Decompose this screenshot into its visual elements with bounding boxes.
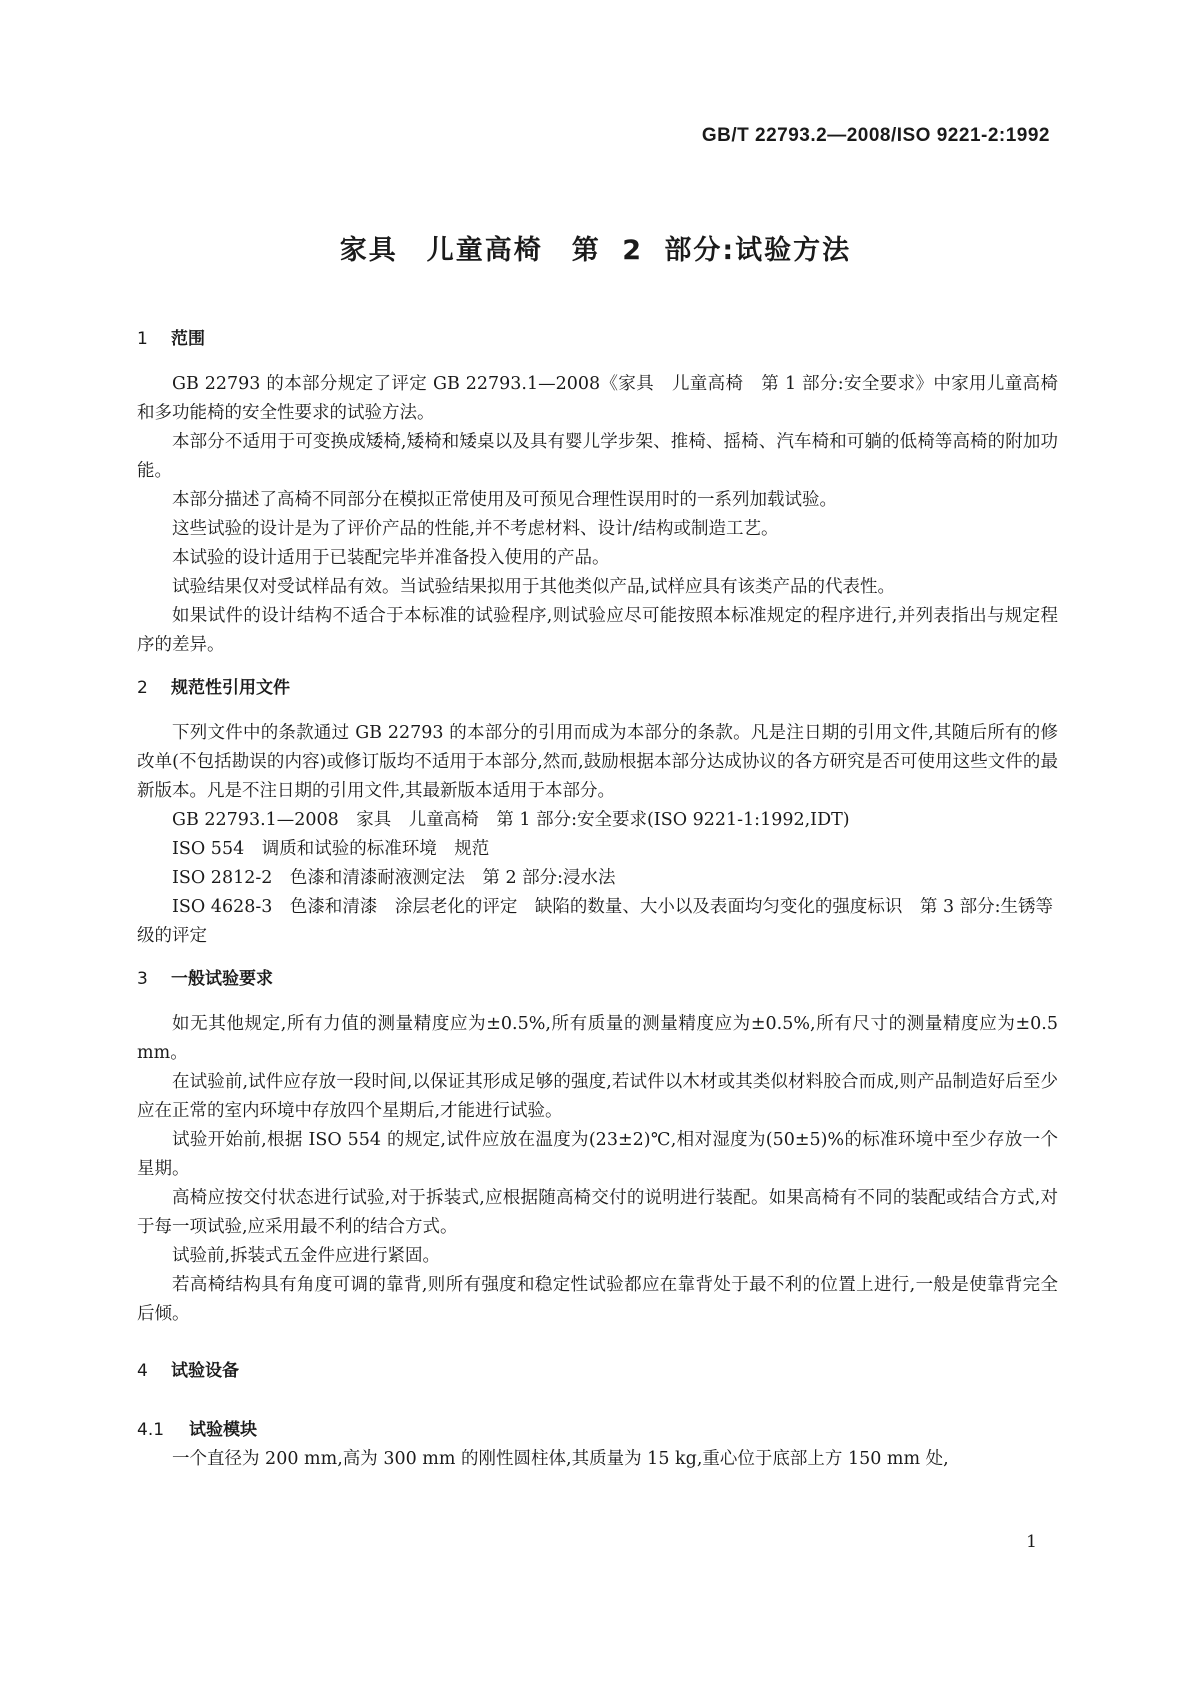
section-number: 2 — [137, 678, 148, 698]
reference-item: GB 22793.1—2008 家具 儿童高椅 第 1 部分:安全要求(ISO 9221-1:1992,IDT) — [172, 810, 850, 830]
paragraph: 一个直径为 200 mm,高为 300 mm 的刚性圆柱体,其质量为 15 kg,重心位于底部上方 150 mm 处, — [172, 1449, 949, 1469]
paragraph: 本部分描述了高椅不同部分在模拟正常使用及可预见合理性误用时的一系列加载试验。 — [172, 490, 837, 510]
paragraph: 试验前,拆装式五金件应进行紧固。 — [172, 1246, 441, 1266]
section-heading — [137, 674, 1058, 703]
section-heading — [137, 325, 1058, 354]
paragraph: 试验开始前,根据 ISO 554 的规定,试件应放在温度为(23±2)℃,相对湿度为(50±5)%的标准环境中至少存放一个星期。 — [137, 1130, 1058, 1179]
paragraph: 若高椅结构具有角度可调的靠背,则所有强度和稳定性试验都应在靠背处于最不利的位置上进行,一般是使靠背完全后倾。 — [137, 1275, 1058, 1324]
reference-item: ISO 554 调质和试验的标准环境 规范 — [172, 839, 490, 859]
paragraph: 高椅应按交付状态进行试验,对于拆装式,应根据随高椅交付的说明进行装配。如果高椅有不同的装配或结合方式,对于每一项试验,应采用最不利的结合方式。 — [137, 1188, 1058, 1237]
paragraph: 本部分不适用于可变换成矮椅,矮椅和矮桌以及具有婴儿学步架、推椅、摇椅、汽车椅和可躺的低椅等高椅的附加功能。 — [137, 432, 1058, 481]
paragraph: 这些试验的设计是为了评价产品的性能,并不考虑材料、设计/结构或制造工艺。 — [172, 519, 779, 539]
standard-code-header: GB/T 22793.2—2008/ISO 9221-2:1992 — [701, 125, 1050, 146]
reference-item: ISO 4628-3 色漆和清漆 涂层老化的评定 缺陷的数量、大小以及表面均匀变化的强度标识 第 3 部分:生锈等级的评定 — [137, 897, 1054, 946]
document-title: 家具 儿童高椅 第 2 部分:试验方法 — [339, 235, 852, 266]
section-number: 3 — [137, 969, 148, 989]
section-heading — [137, 965, 1058, 994]
section-title: 试验模块 — [189, 1420, 257, 1440]
subsection-heading — [137, 1416, 1058, 1445]
section-title: 规范性引用文件 — [171, 678, 290, 698]
section-number: 4.1 — [137, 1420, 165, 1440]
paragraph: 如果试件的设计结构不适合于本标准的试验程序,则试验应尽可能按照本标准规定的程序进行,并列表指出与规定程序的差异。 — [137, 606, 1058, 655]
section-number: 4 — [137, 1361, 148, 1381]
page-number: 1 — [1026, 1532, 1037, 1552]
paragraph: 试验结果仅对受试样品有效。当试验结果拟用于其他类似产品,试样应具有该类产品的代表性。 — [172, 577, 896, 597]
paragraph: 在试验前,试件应存放一段时间,以保证其形成足够的强度,若试件以木材或其类似材料胶合而成,则产品制造好后至少应在正常的室内环境中存放四个星期后,才能进行试验。 — [137, 1072, 1058, 1121]
paragraph: 本试验的设计适用于已装配完毕并准备投入使用的产品。 — [172, 548, 610, 568]
paragraph: 如无其他规定,所有力值的测量精度应为±0.5%,所有质量的测量精度应为±0.5%,所有尺寸的测量精度应为±0.5 mm。 — [137, 1014, 1058, 1063]
section-title: 一般试验要求 — [171, 969, 273, 989]
section-number: 1 — [137, 329, 148, 349]
paragraph: GB 22793 的本部分规定了评定 GB 22793.1—2008《家具 儿童高椅 第 1 部分:安全要求》中家用儿童高椅和多功能椅的安全性要求的试验方法。 — [137, 374, 1058, 423]
document-body — [137, 325, 1058, 1474]
section-title: 试验设备 — [171, 1361, 239, 1381]
section-title: 范围 — [171, 329, 205, 349]
reference-item: ISO 2812-2 色漆和清漆耐液测定法 第 2 部分:浸水法 — [172, 868, 616, 888]
paragraph: 下列文件中的条款通过 GB 22793 的本部分的引用而成为本部分的条款。凡是注日期的引用文件,其随后所有的修改单(不包括勘误的内容)或修订版均不适用于本部分,然而,鼓励根据本部分达成协议的各方研究是否可使用这些文件的最新版本。凡是不注日期的引用文件,其最新版本适用于本部分。 — [137, 723, 1058, 801]
section-heading — [137, 1357, 1058, 1386]
